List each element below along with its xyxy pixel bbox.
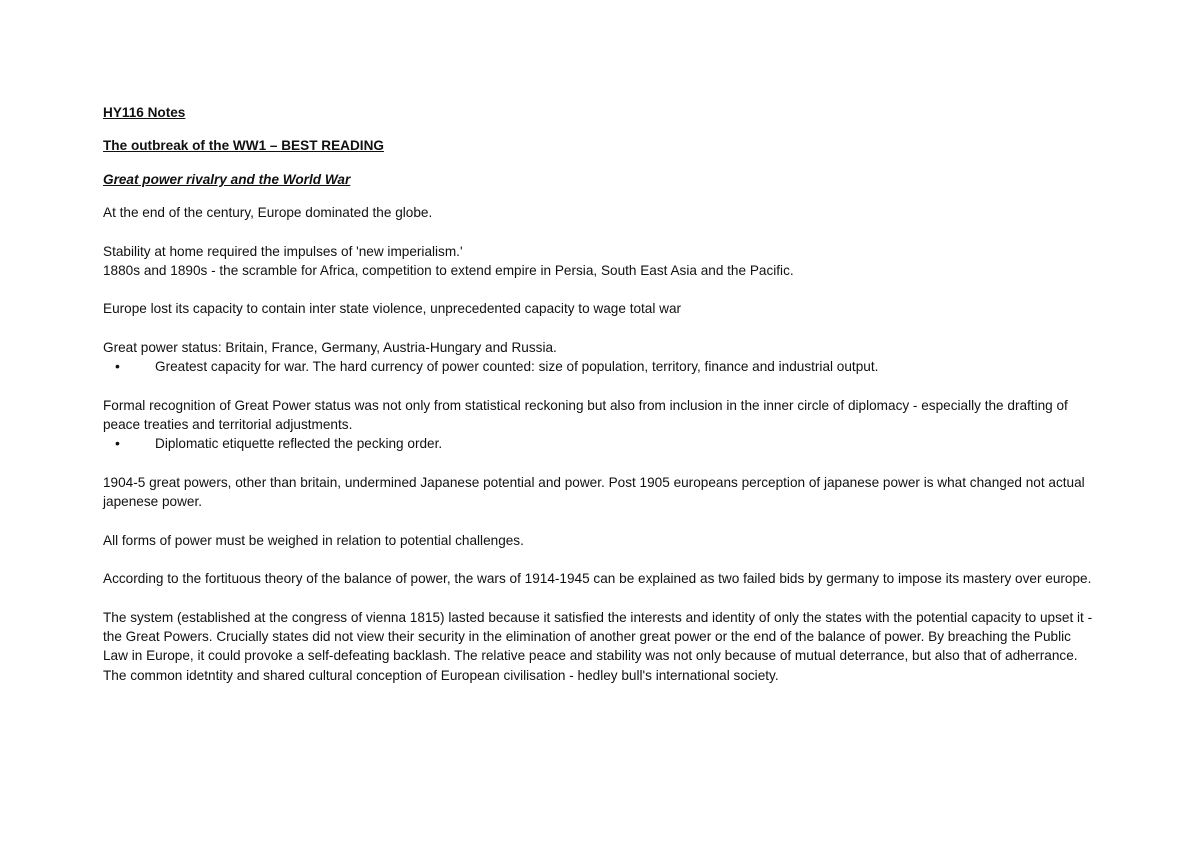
bullet-item-diplomatic-etiquette [103,434,1093,453]
paragraph-europe-dominated: At the end of the century, Europe dominated the globe. [103,205,433,221]
paragraph-total-war: Europe lost its capacity to contain inter state violence, unprecedented capacity to wage total war [103,301,682,317]
bullet-item-capacity-for-war [103,357,1093,376]
document-title: HY116 Notes [103,105,186,120]
document-body [103,103,1093,704]
bullet-icon: • [115,358,120,375]
paragraph-formal-recognition: Formal recognition of Great Power status was not only from statistical reckoning but also from inclusion in the inner circle of diplomacy - especially the drafting of peace treaties and territorial adjustments. [103,397,1068,433]
paragraph-congress-of-vienna: The system (established at the congress of vienna 1815) lasted because it satisfied the interests and identity of only the states with the potential capacity to upset it - the Great Powers. Crucially states did not view their security in the elimination of another great power or the end of the balance of power. By breaching the Public Law in Europe, it could provoke a self-defeating backlash. The relative peace and stability was not only because of mutual deterrance, but also that of adherrance. The common idetntity and shared cultural conception of European civilisation - hedley bull's international society. [103,609,1093,683]
bullet-text: Diplomatic etiquette reflected the pecking order. [155,436,443,452]
paragraph-japanese-power: 1904-5 great powers, other than britain, undermined Japanese potential and power. Post 1905 europeans perception of japanese power is what changed not actual japenese power. [103,474,1085,510]
paragraph-balance-of-power: According to the fortituous theory of the balance of power, the wars of 1914-1945 can be explained as two failed bids by germany to impose its mastery over europe. [103,571,1092,587]
paragraph-great-power-status: Great power status: Britain, France, Germany, Austria-Hungary and Russia. [103,339,557,355]
document-subtitle: The outbreak of the WW1 – BEST READING [103,138,384,154]
bullet-icon: • [115,435,120,452]
paragraph-scramble-for-africa: 1880s and 1890s - the scramble for Africa, competition to extend empire in Persia, South East Asia and the Pacific. [103,263,794,279]
paragraph-new-imperialism: Stability at home required the impulses of 'new imperialism.' [103,243,463,259]
section-heading: Great power rivalry and the World War [103,171,351,187]
paragraph-forms-of-power: All forms of power must be weighed in relation to potential challenges. [103,532,524,548]
bullet-text: Greatest capacity for war. The hard currency of power counted: size of population, territory, finance and industrial output. [155,359,879,375]
